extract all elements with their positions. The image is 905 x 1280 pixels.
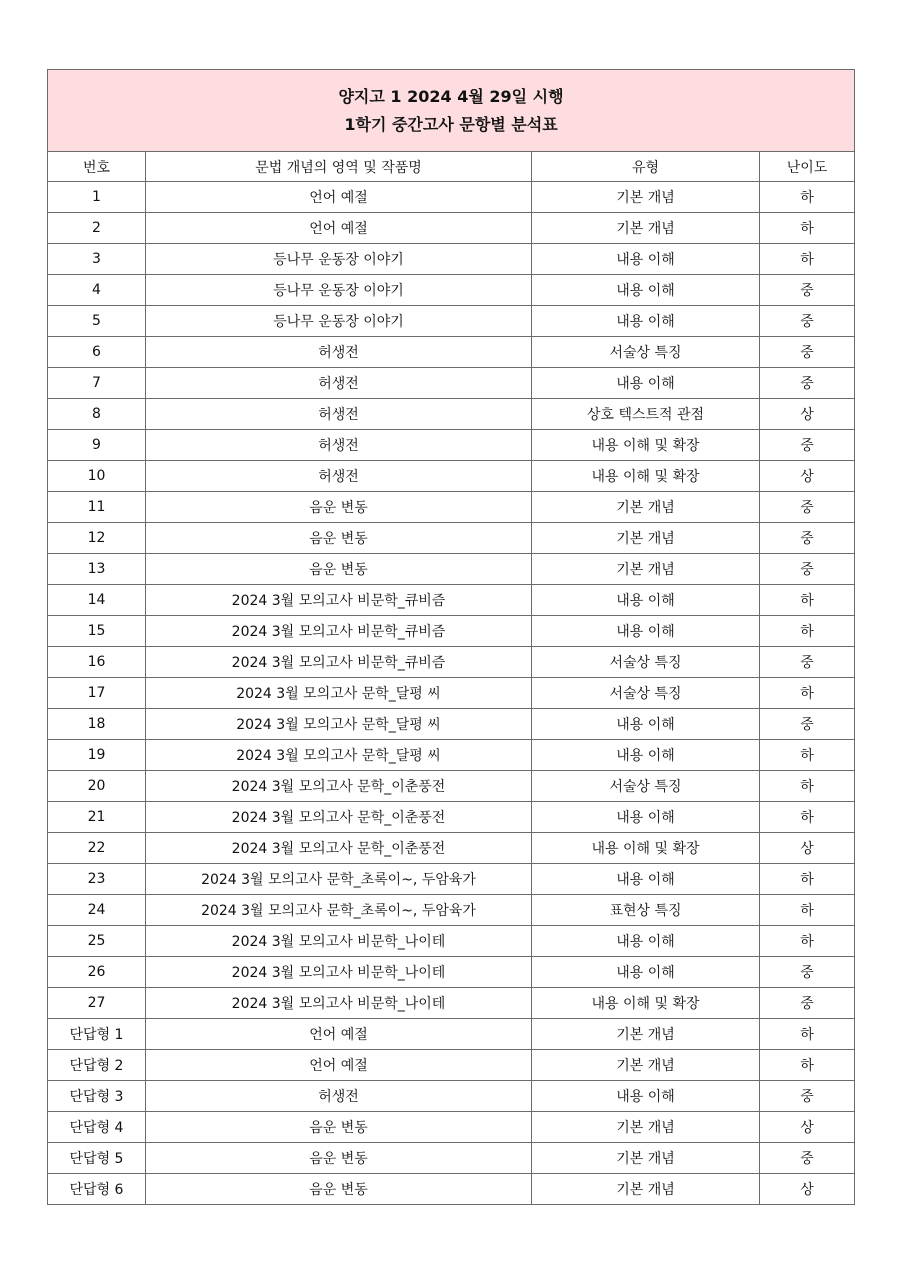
cell-number: 17 bbox=[48, 678, 146, 709]
cell-number: 5 bbox=[48, 306, 146, 337]
table-row bbox=[48, 926, 855, 957]
cell-difficulty: 하 bbox=[760, 740, 855, 771]
cell-number: 단답형 5 bbox=[48, 1143, 146, 1174]
table-row bbox=[48, 182, 855, 213]
cell-number: 단답형 3 bbox=[48, 1081, 146, 1112]
table-row bbox=[48, 678, 855, 709]
cell-difficulty: 하 bbox=[760, 864, 855, 895]
cell-type: 내용 이해 bbox=[532, 740, 760, 771]
table-row bbox=[48, 1050, 855, 1081]
table-row bbox=[48, 709, 855, 740]
table-row bbox=[48, 244, 855, 275]
cell-type: 기본 개념 bbox=[532, 492, 760, 523]
cell-number: 23 bbox=[48, 864, 146, 895]
cell-type: 기본 개념 bbox=[532, 1174, 760, 1205]
cell-topic: 2024 3월 모의고사 비문학_나이테 bbox=[146, 926, 532, 957]
cell-type: 내용 이해 bbox=[532, 957, 760, 988]
table-row bbox=[48, 1174, 855, 1205]
cell-type: 내용 이해 bbox=[532, 244, 760, 275]
cell-number: 7 bbox=[48, 368, 146, 399]
cell-difficulty: 중 bbox=[760, 1143, 855, 1174]
cell-type: 내용 이해 bbox=[532, 1081, 760, 1112]
cell-topic: 음운 변동 bbox=[146, 492, 532, 523]
cell-type: 서술상 특징 bbox=[532, 771, 760, 802]
cell-difficulty: 중 bbox=[760, 647, 855, 678]
cell-difficulty: 중 bbox=[760, 709, 855, 740]
cell-topic: 허생전 bbox=[146, 337, 532, 368]
cell-type: 내용 이해 bbox=[532, 864, 760, 895]
cell-number: 25 bbox=[48, 926, 146, 957]
cell-type: 내용 이해 및 확장 bbox=[532, 430, 760, 461]
table-row bbox=[48, 864, 855, 895]
cell-type: 기본 개념 bbox=[532, 1050, 760, 1081]
cell-number: 2 bbox=[48, 213, 146, 244]
table-row bbox=[48, 213, 855, 244]
table-row bbox=[48, 306, 855, 337]
cell-type: 서술상 특징 bbox=[532, 337, 760, 368]
table-row bbox=[48, 1112, 855, 1143]
cell-topic: 2024 3월 모의고사 문학_달평 씨 bbox=[146, 709, 532, 740]
cell-type: 내용 이해 bbox=[532, 275, 760, 306]
table-row bbox=[48, 430, 855, 461]
cell-type: 기본 개념 bbox=[532, 1112, 760, 1143]
cell-number: 4 bbox=[48, 275, 146, 306]
cell-type: 내용 이해 bbox=[532, 616, 760, 647]
cell-number: 단답형 4 bbox=[48, 1112, 146, 1143]
cell-number: 단답형 2 bbox=[48, 1050, 146, 1081]
cell-topic: 등나무 운동장 이야기 bbox=[146, 306, 532, 337]
cell-type: 내용 이해 bbox=[532, 306, 760, 337]
cell-topic: 언어 예절 bbox=[146, 1050, 532, 1081]
cell-topic: 허생전 bbox=[146, 368, 532, 399]
cell-topic: 음운 변동 bbox=[146, 523, 532, 554]
cell-topic: 언어 예절 bbox=[146, 182, 532, 213]
header-number: 번호 bbox=[48, 152, 146, 182]
cell-topic: 2024 3월 모의고사 문학_초록이~, 두암육가 bbox=[146, 864, 532, 895]
cell-topic: 2024 3월 모의고사 문학_이춘풍전 bbox=[146, 802, 532, 833]
cell-topic: 2024 3월 모의고사 문학_초록이~, 두암육가 bbox=[146, 895, 532, 926]
table-row bbox=[48, 1019, 855, 1050]
cell-topic: 등나무 운동장 이야기 bbox=[146, 244, 532, 275]
cell-type: 내용 이해 및 확장 bbox=[532, 461, 760, 492]
cell-type: 내용 이해 및 확장 bbox=[532, 833, 760, 864]
analysis-document bbox=[47, 69, 854, 1205]
cell-number: 12 bbox=[48, 523, 146, 554]
cell-topic: 음운 변동 bbox=[146, 1112, 532, 1143]
cell-topic: 등나무 운동장 이야기 bbox=[146, 275, 532, 306]
table-row bbox=[48, 337, 855, 368]
cell-number: 21 bbox=[48, 802, 146, 833]
cell-difficulty: 하 bbox=[760, 1050, 855, 1081]
cell-type: 내용 이해 bbox=[532, 709, 760, 740]
cell-topic: 2024 3월 모의고사 문학_이춘풍전 bbox=[146, 771, 532, 802]
cell-type: 표현상 특징 bbox=[532, 895, 760, 926]
cell-number: 6 bbox=[48, 337, 146, 368]
cell-type: 기본 개념 bbox=[532, 523, 760, 554]
cell-difficulty: 중 bbox=[760, 988, 855, 1019]
cell-topic: 허생전 bbox=[146, 430, 532, 461]
cell-difficulty: 중 bbox=[760, 368, 855, 399]
title-line-1: 양지고 1 2024 4월 29일 시행 bbox=[338, 86, 564, 106]
cell-topic: 2024 3월 모의고사 문학_달평 씨 bbox=[146, 740, 532, 771]
header-difficulty: 난이도 bbox=[760, 152, 855, 182]
cell-number: 19 bbox=[48, 740, 146, 771]
cell-difficulty: 하 bbox=[760, 182, 855, 213]
cell-number: 24 bbox=[48, 895, 146, 926]
table-row bbox=[48, 368, 855, 399]
table-row bbox=[48, 275, 855, 306]
cell-difficulty: 하 bbox=[760, 1019, 855, 1050]
table-row bbox=[48, 1143, 855, 1174]
cell-type: 기본 개념 bbox=[532, 554, 760, 585]
header-row bbox=[48, 152, 855, 182]
cell-difficulty: 하 bbox=[760, 213, 855, 244]
header-type: 유형 bbox=[532, 152, 760, 182]
cell-difficulty: 중 bbox=[760, 1081, 855, 1112]
cell-difficulty: 하 bbox=[760, 895, 855, 926]
cell-number: 단답형 6 bbox=[48, 1174, 146, 1205]
cell-difficulty: 하 bbox=[760, 802, 855, 833]
cell-number: 26 bbox=[48, 957, 146, 988]
cell-topic: 음운 변동 bbox=[146, 1174, 532, 1205]
analysis-table bbox=[47, 69, 855, 1205]
table-row bbox=[48, 492, 855, 523]
cell-difficulty: 중 bbox=[760, 554, 855, 585]
cell-topic: 2024 3월 모의고사 비문학_큐비즘 bbox=[146, 585, 532, 616]
cell-number: 22 bbox=[48, 833, 146, 864]
cell-difficulty: 중 bbox=[760, 523, 855, 554]
cell-difficulty: 상 bbox=[760, 1174, 855, 1205]
cell-number: 13 bbox=[48, 554, 146, 585]
cell-difficulty: 하 bbox=[760, 926, 855, 957]
cell-difficulty: 상 bbox=[760, 399, 855, 430]
cell-type: 기본 개념 bbox=[532, 1019, 760, 1050]
table-row bbox=[48, 399, 855, 430]
cell-number: 16 bbox=[48, 647, 146, 678]
cell-type: 내용 이해 bbox=[532, 926, 760, 957]
cell-type: 기본 개념 bbox=[532, 213, 760, 244]
cell-topic: 허생전 bbox=[146, 399, 532, 430]
cell-difficulty: 하 bbox=[760, 244, 855, 275]
cell-number: 27 bbox=[48, 988, 146, 1019]
cell-type: 서술상 특징 bbox=[532, 678, 760, 709]
cell-difficulty: 하 bbox=[760, 616, 855, 647]
table-row bbox=[48, 957, 855, 988]
cell-type: 내용 이해 bbox=[532, 368, 760, 399]
cell-difficulty: 상 bbox=[760, 461, 855, 492]
cell-difficulty: 중 bbox=[760, 306, 855, 337]
cell-difficulty: 중 bbox=[760, 275, 855, 306]
table-body bbox=[48, 182, 855, 1205]
cell-type: 기본 개념 bbox=[532, 182, 760, 213]
table-row bbox=[48, 1081, 855, 1112]
title-line-2: 1학기 중간고사 문항별 분석표 bbox=[344, 114, 558, 134]
cell-topic: 언어 예절 bbox=[146, 213, 532, 244]
header-topic: 문법 개념의 영역 및 작품명 bbox=[146, 152, 532, 182]
cell-number: 15 bbox=[48, 616, 146, 647]
cell-topic: 2024 3월 모의고사 문학_이춘풍전 bbox=[146, 833, 532, 864]
table-row bbox=[48, 523, 855, 554]
table-row bbox=[48, 802, 855, 833]
cell-number: 8 bbox=[48, 399, 146, 430]
cell-topic: 2024 3월 모의고사 비문학_큐비즘 bbox=[146, 616, 532, 647]
cell-number: 14 bbox=[48, 585, 146, 616]
cell-difficulty: 중 bbox=[760, 430, 855, 461]
cell-topic: 허생전 bbox=[146, 461, 532, 492]
cell-number: 9 bbox=[48, 430, 146, 461]
table-row bbox=[48, 461, 855, 492]
cell-topic: 2024 3월 모의고사 비문학_큐비즘 bbox=[146, 647, 532, 678]
cell-difficulty: 하 bbox=[760, 678, 855, 709]
cell-number: 1 bbox=[48, 182, 146, 213]
cell-difficulty: 하 bbox=[760, 585, 855, 616]
cell-topic: 허생전 bbox=[146, 1081, 532, 1112]
table-row bbox=[48, 895, 855, 926]
table-row bbox=[48, 647, 855, 678]
title-row bbox=[48, 70, 855, 152]
cell-topic: 2024 3월 모의고사 비문학_나이테 bbox=[146, 988, 532, 1019]
table-row bbox=[48, 771, 855, 802]
table-row bbox=[48, 554, 855, 585]
cell-topic: 2024 3월 모의고사 비문학_나이테 bbox=[146, 957, 532, 988]
cell-type: 서술상 특징 bbox=[532, 647, 760, 678]
cell-number: 20 bbox=[48, 771, 146, 802]
table-row bbox=[48, 833, 855, 864]
table-row bbox=[48, 585, 855, 616]
cell-topic: 음운 변동 bbox=[146, 554, 532, 585]
cell-difficulty: 중 bbox=[760, 957, 855, 988]
cell-topic: 음운 변동 bbox=[146, 1143, 532, 1174]
cell-number: 10 bbox=[48, 461, 146, 492]
cell-difficulty: 상 bbox=[760, 1112, 855, 1143]
cell-number: 단답형 1 bbox=[48, 1019, 146, 1050]
cell-type: 내용 이해 및 확장 bbox=[532, 988, 760, 1019]
cell-topic: 2024 3월 모의고사 문학_달평 씨 bbox=[146, 678, 532, 709]
cell-number: 11 bbox=[48, 492, 146, 523]
cell-number: 3 bbox=[48, 244, 146, 275]
cell-type: 내용 이해 bbox=[532, 802, 760, 833]
cell-number: 18 bbox=[48, 709, 146, 740]
table-row bbox=[48, 740, 855, 771]
cell-difficulty: 하 bbox=[760, 771, 855, 802]
cell-type: 기본 개념 bbox=[532, 1143, 760, 1174]
cell-difficulty: 상 bbox=[760, 833, 855, 864]
table-title bbox=[48, 70, 855, 152]
cell-difficulty: 중 bbox=[760, 337, 855, 368]
cell-difficulty: 중 bbox=[760, 492, 855, 523]
cell-type: 내용 이해 bbox=[532, 585, 760, 616]
cell-type: 상호 텍스트적 관점 bbox=[532, 399, 760, 430]
table-row bbox=[48, 616, 855, 647]
table-row bbox=[48, 988, 855, 1019]
cell-topic: 언어 예절 bbox=[146, 1019, 532, 1050]
